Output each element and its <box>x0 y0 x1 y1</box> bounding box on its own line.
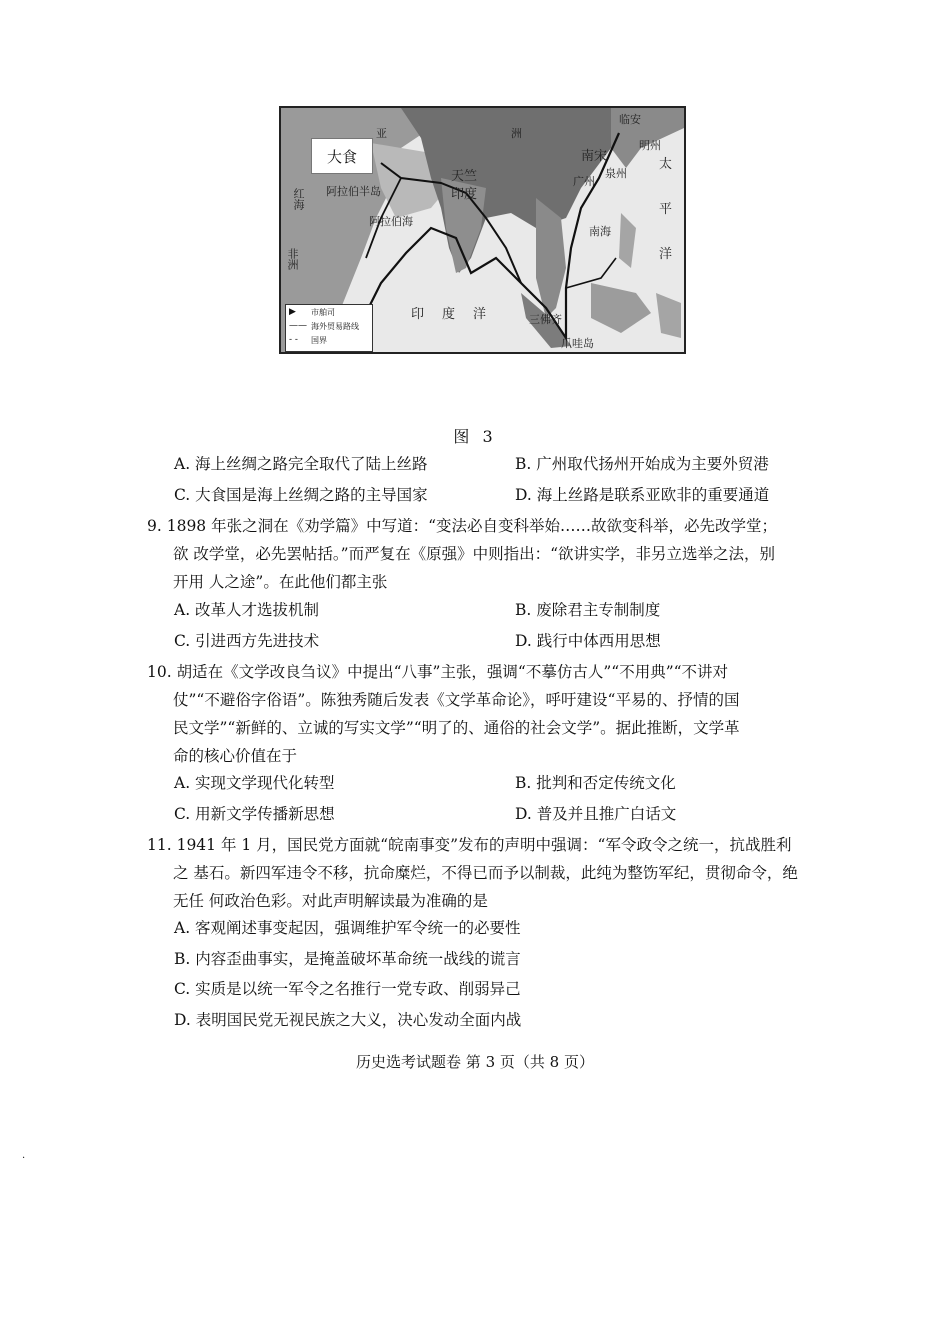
q9-option-c[interactable]: C. 引进西方先进技术 <box>174 632 320 650</box>
q9-stem-line: 欲 改学堂，必先罢帖括。”而严复在《原强》中则指出：“欲讲实学，非另立选举之法，别 <box>173 545 776 563</box>
map-label-zhou: 洲 <box>511 127 522 140</box>
map-label-arabian-sea: 阿拉伯海 <box>369 215 413 228</box>
map-label-mingzhou: 明州 <box>639 139 661 152</box>
map-label-yindu: 印度 <box>451 187 478 202</box>
islands-landmass <box>656 293 681 338</box>
q11-stem-line: 无任 何政治色彩。对此声明解读最为准确的是 <box>173 892 488 910</box>
q9-stem-line: 开用 人之途”。在此他们都主张 <box>173 573 388 591</box>
map-label-southern-song: 南宋 <box>581 149 608 164</box>
silk-road-map <box>279 106 686 354</box>
map-label-linan: 临安 <box>619 113 641 126</box>
legend-item <box>286 305 372 319</box>
map-label-sanfoqi: 三佛齐 <box>529 313 562 326</box>
philippines-landmass <box>619 213 636 268</box>
q11-option-a[interactable]: A. 客观阐述事变起因，强调维护军令统一的必要性 <box>174 919 521 937</box>
legend-item <box>286 319 372 333</box>
q10-stem-line: 命的核心价值在于 <box>173 747 298 765</box>
borneo-landmass <box>591 283 651 333</box>
map-label-africa: 非洲 <box>286 248 299 270</box>
map-label-red-sea: 红海 <box>292 188 305 210</box>
q8-option-d[interactable]: D. 海上丝路是联系亚欧非的重要通道 <box>515 486 770 504</box>
q8-option-a[interactable]: A. 海上丝绸之路完全取代了陆上丝路 <box>174 455 428 473</box>
q11-option-c[interactable]: C. 实质是以统一军令之名推行一党专政、削弱异己 <box>174 980 521 998</box>
map-label-quanzhou: 泉州 <box>605 167 627 180</box>
q11-option-b[interactable]: B. 内容歪曲事实，是掩盖破坏革命统一战线的谎言 <box>174 950 521 968</box>
map-label-indian-ocean: 印度洋 <box>411 307 505 322</box>
q9-option-a[interactable]: A. 改革人才选拔机制 <box>174 601 320 619</box>
legend-symbol: ▶ <box>289 307 296 317</box>
legend-symbol: - - <box>289 335 298 345</box>
figure-caption: 图 3 <box>453 427 497 446</box>
q10-option-d[interactable]: D. 普及并且推广白话文 <box>515 805 677 823</box>
q8-option-b[interactable]: B. 广州取代扬州开始成为主要外贸港 <box>515 455 769 473</box>
q10-option-c[interactable]: C. 用新文学传播新思想 <box>174 805 335 823</box>
map-label-dashi: 大食 <box>311 138 373 174</box>
map-label-guangzhou: 广州 <box>573 175 595 188</box>
q8-option-c[interactable]: C. 大食国是海上丝绸之路的主导国家 <box>174 486 428 504</box>
q10-option-a[interactable]: A. 实现文学现代化转型 <box>174 774 335 792</box>
q9-option-b[interactable]: B. 废除君主专制制度 <box>515 601 661 619</box>
map-label-pacific-2: 平 <box>659 202 673 217</box>
q11-option-d[interactable]: D. 表明国民党无视民族之大义，决心发动全面内战 <box>174 1011 522 1029</box>
q10-option-b[interactable]: B. 批判和否定传统文化 <box>515 774 676 792</box>
page-footer: 历史选考试题卷 第 3 页（共 8 页） <box>356 1053 594 1071</box>
q10-stem-line: 仗”“不避俗字俗语”。陈独秀随后发表《文学革命论》，呼吁建设“平易的、抒情的国 <box>173 691 740 709</box>
q9-option-d[interactable]: D. 践行中体西用思想 <box>515 632 661 650</box>
map-legend <box>285 304 373 352</box>
legend-item <box>286 333 372 347</box>
q10-stem-line: 民文学”“新鲜的、立诚的写实文学”“明了的、通俗的社会文学”。据此推断，文学革 <box>173 719 740 737</box>
map-label-arabia: 阿拉伯半岛 <box>326 185 381 198</box>
map-label-java: 爪哇岛 <box>561 337 594 350</box>
q11-stem-line: 11. 1941 年 1 月，国民党方面就“皖南事变”发布的声明中强调：“军令政令之统一，抗战胜利 <box>147 836 792 854</box>
q9-stem-line: 9. 1898 年张之洞在《劝学篇》中写道：“变法必自变科举始……故欲变科举，必先改学堂； <box>147 517 778 535</box>
map-label-tianzhu: 天竺 <box>451 169 478 184</box>
stray-mark: . <box>22 1150 26 1161</box>
legend-label: 国界 <box>311 335 327 345</box>
legend-symbol: —— <box>289 321 307 331</box>
map-label-pacific-3: 洋 <box>659 247 673 262</box>
q11-stem-line: 之 基石。新四军违令不移，抗命糜烂，不得已而予以制裁，此纯为整饬军纪，贯彻命令，绝 <box>173 864 798 882</box>
legend-label: 市舶司 <box>311 307 335 317</box>
map-label-asia: 亚 <box>376 127 387 140</box>
q10-stem-line: 10. 胡适在《文学改良刍议》中提出“八事”主张，强调“不摹仿古人”“不用典”“不讲对 <box>147 663 729 681</box>
legend-label: 海外贸易路线 <box>311 321 359 331</box>
map-label-pacific-1: 太 <box>659 157 673 172</box>
map-label-south-sea: 南海 <box>589 225 611 238</box>
